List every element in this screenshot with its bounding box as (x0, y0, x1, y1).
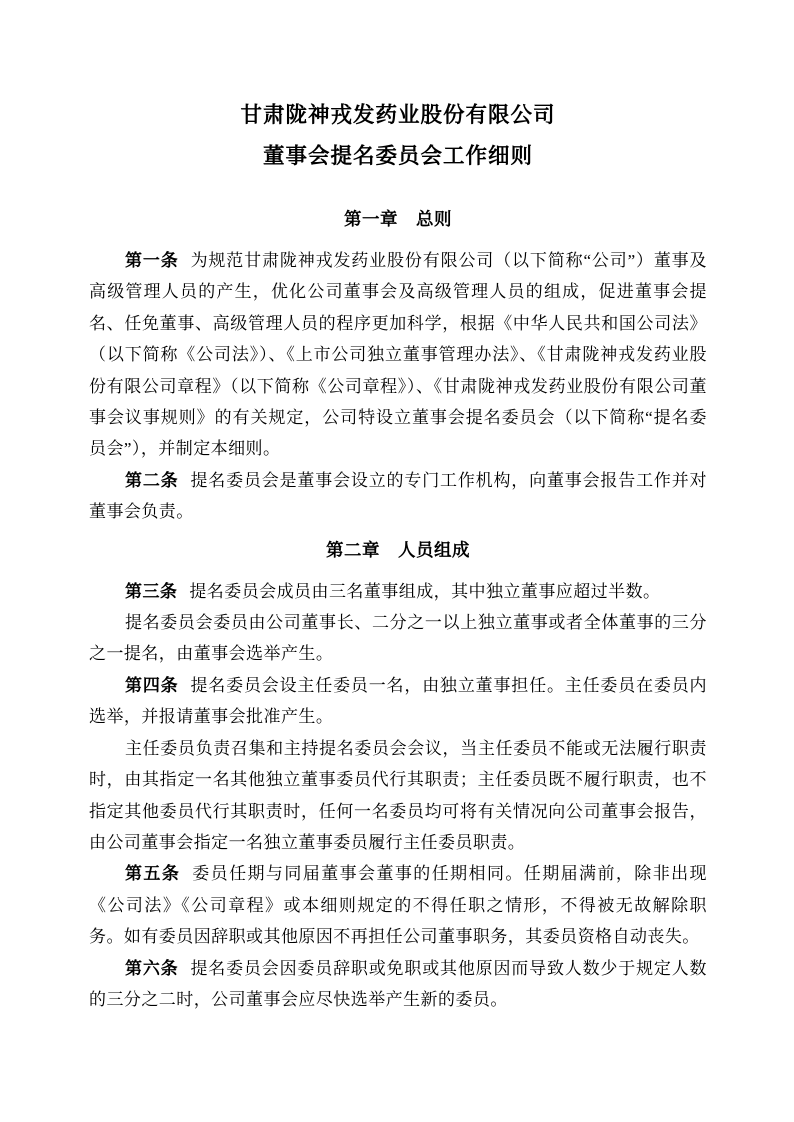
article-label: 第六条 (125, 958, 179, 978)
paragraph-text: 提名委员会是董事会设立的专门工作机构，向董事会报告工作并对董事会负责。 (89, 470, 707, 522)
document-body (89, 204, 707, 1015)
paragraph (89, 245, 707, 465)
chapter-heading: 第一章 总则 (344, 209, 452, 229)
article-label: 第二条 (125, 470, 179, 490)
article-label: 第一条 (125, 251, 179, 270)
paragraph (89, 858, 707, 952)
document-subtitle: 董事会提名委员会工作细则 (262, 144, 533, 168)
paragraph (89, 607, 707, 670)
document-title: 甘肃陇神戎发药业股份有限公司 (240, 103, 556, 127)
paragraph-text: 主任委员负责召集和主持提名委员会会议，当主任委员不能或无法履行职责时，由其指定一名其他独立董事委员代行其职责；主任委员既不履行职责，也不指定其他委员代行其职责时，任何一名委员均可将有关情况向公司董事会报告，由公司董事会指定一名独立董事委员履行主任委员职责。 (89, 738, 707, 852)
chapter-section (89, 204, 707, 528)
paragraph-text: 提名委员会成员由三名董事组成，其中独立董事应超过半数。 (189, 581, 661, 601)
paragraph (89, 733, 707, 859)
paragraph (89, 465, 707, 528)
paragraph (89, 576, 707, 607)
paragraph (89, 953, 707, 1016)
article-label: 第三条 (125, 581, 178, 601)
paragraph-text: 提名委员会委员由公司董事长、二分之一以上独立董事或者全体董事的三分之一提名，由董事会选举产生。 (89, 613, 707, 664)
paragraph (89, 670, 707, 733)
paragraph-text: 为规范甘肃陇神戎发药业股份有限公司（以下简称“公司”）董事及高级管理人员的产生，优化公司董事会及高级管理人员的组成，促进董事会提名、任免董事、高级管理人员的程序更加科学，根据《中华人民共和国公司法》（以下简称《公司法》）、《上市公司独立董事管理办法》、《甘肃陇神戎发药业股份有限公司章程》（以下简称《公司章程》）、《甘肃陇神戎发药业股份有限公司董事会议事规则》的有关规定，公司特设立董事会提名委员会（以下简称“提名委员会”），并制定本细则。 (89, 251, 707, 459)
article-label: 第五条 (125, 864, 181, 884)
chapter-heading: 第二章 人员组成 (326, 539, 470, 560)
paragraph-text: 提名委员会因委员辞职或免职或其他原因而导致人数少于规定人数的三分之二时，公司董事会应尽快选举产生新的委员。 (89, 958, 707, 1009)
paragraph-text: 提名委员会设主任委员一名，由独立董事担任。主任委员在委员内选举，并报请董事会批准产生。 (89, 675, 707, 727)
chapter-section (89, 535, 707, 1016)
paragraph-text: 委员任期与同届董事会董事的任期相同。任期届满前，除非出现《公司法》《公司章程》或本细则规定的不得任职之情形，不得被无故解除职务。如有委员因辞职或其他原因不再担任公司董事职务，其委员资格自动丧失。 (89, 864, 707, 947)
document-title-block (89, 95, 707, 177)
chapter-paragraphs (89, 245, 707, 528)
chapter-paragraphs (89, 576, 707, 1016)
article-label: 第四条 (125, 675, 179, 695)
